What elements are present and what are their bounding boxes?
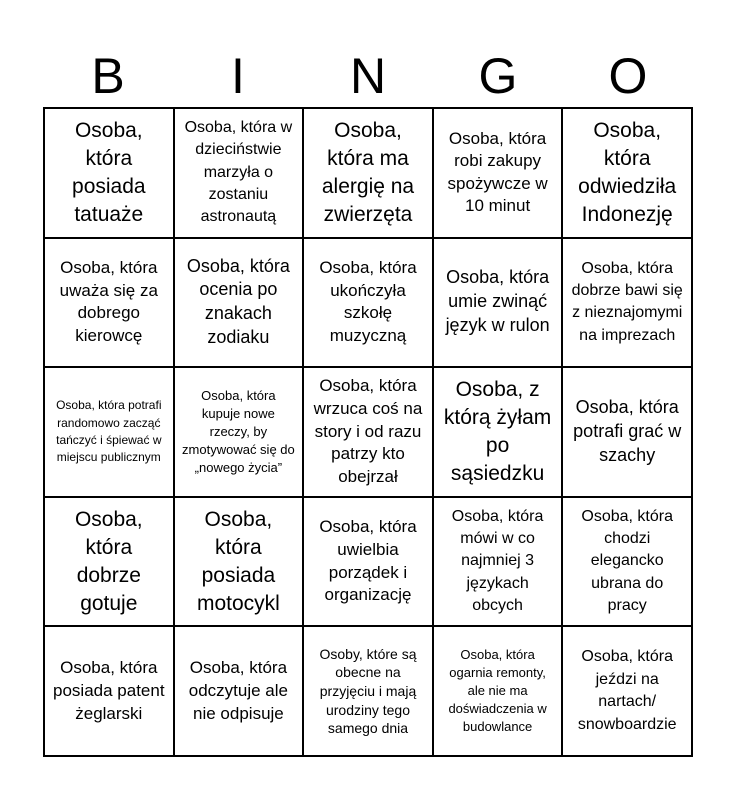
bingo-cell[interactable]: Osoba, która posiada tatuaże (45, 109, 175, 239)
header-letter-g: G (478, 48, 518, 104)
header-letter-n: N (349, 48, 387, 104)
bingo-header (43, 48, 693, 104)
bingo-cell[interactable]: Osoba, która w dzieciństwie marzyła o zostaniu astronautą (175, 109, 305, 239)
bingo-cell[interactable]: Osoba, która uważa się za dobrego kierowcę (45, 239, 175, 369)
bingo-cell[interactable]: Osoba, która chodzi elegancko ubrana do pracy (563, 498, 693, 628)
bingo-cell[interactable]: Osoba, która mówi w co najmniej 3 językach obcych (434, 498, 564, 628)
bingo-cell[interactable]: Osoba, z którą żyłam po sąsiedzku (434, 368, 564, 498)
bingo-cell[interactable]: Osoba, która potrafi randomowo zacząć tańczyć i śpiewać w miejscu publicznym (45, 368, 175, 498)
header-letter-b: B (91, 48, 125, 104)
bingo-cell[interactable]: Osoba, która posiada motocykl (175, 498, 305, 628)
bingo-cell[interactable]: Osoba, która ocenia po znakach zodiaku (175, 239, 305, 369)
bingo-cell[interactable]: Osoba, która potrafi grać w szachy (563, 368, 693, 498)
header-letter-i: I (231, 48, 245, 104)
bingo-cell[interactable]: Osoba, która wrzuca coś na story i od razu patrzy kto obejrzał (304, 368, 434, 498)
bingo-cell[interactable]: Osoba, która odczytuje ale nie odpisuje (175, 627, 305, 757)
header-letter-o: O (608, 48, 648, 104)
bingo-cell[interactable]: Osoba, która robi zakupy spożywcze w 10 minut (434, 109, 564, 239)
bingo-cell[interactable]: Osoba, która kupuje nowe rzeczy, by zmotywować się do „nowego życia” (175, 368, 305, 498)
bingo-grid (43, 107, 693, 757)
bingo-cell[interactable]: Osoba, która ma alergię na zwierzęta (304, 109, 434, 239)
bingo-cell[interactable]: Osoba, która jeździ na nartach/ snowboardzie (563, 627, 693, 757)
bingo-cell[interactable]: Osoba, która ukończyła szkołę muzyczną (304, 239, 434, 369)
bingo-cell[interactable]: Osoby, które są obecne na przyjęciu i mają urodziny tego samego dnia (304, 627, 434, 757)
bingo-cell[interactable]: Osoba, która odwiedziła Indonezję (563, 109, 693, 239)
bingo-cell[interactable]: Osoba, która ogarnia remonty, ale nie ma doświadczenia w budowlance (434, 627, 564, 757)
bingo-cell[interactable]: Osoba, która dobrze gotuje (45, 498, 175, 628)
bingo-cell[interactable]: Osoba, która uwielbia porządek i organizację (304, 498, 434, 628)
bingo-cell[interactable]: Osoba, która umie zwinąć język w rulon (434, 239, 564, 369)
bingo-cell[interactable]: Osoba, która posiada patent żeglarski (45, 627, 175, 757)
bingo-cell[interactable]: Osoba, która dobrze bawi się z nieznajomymi na imprezach (563, 239, 693, 369)
